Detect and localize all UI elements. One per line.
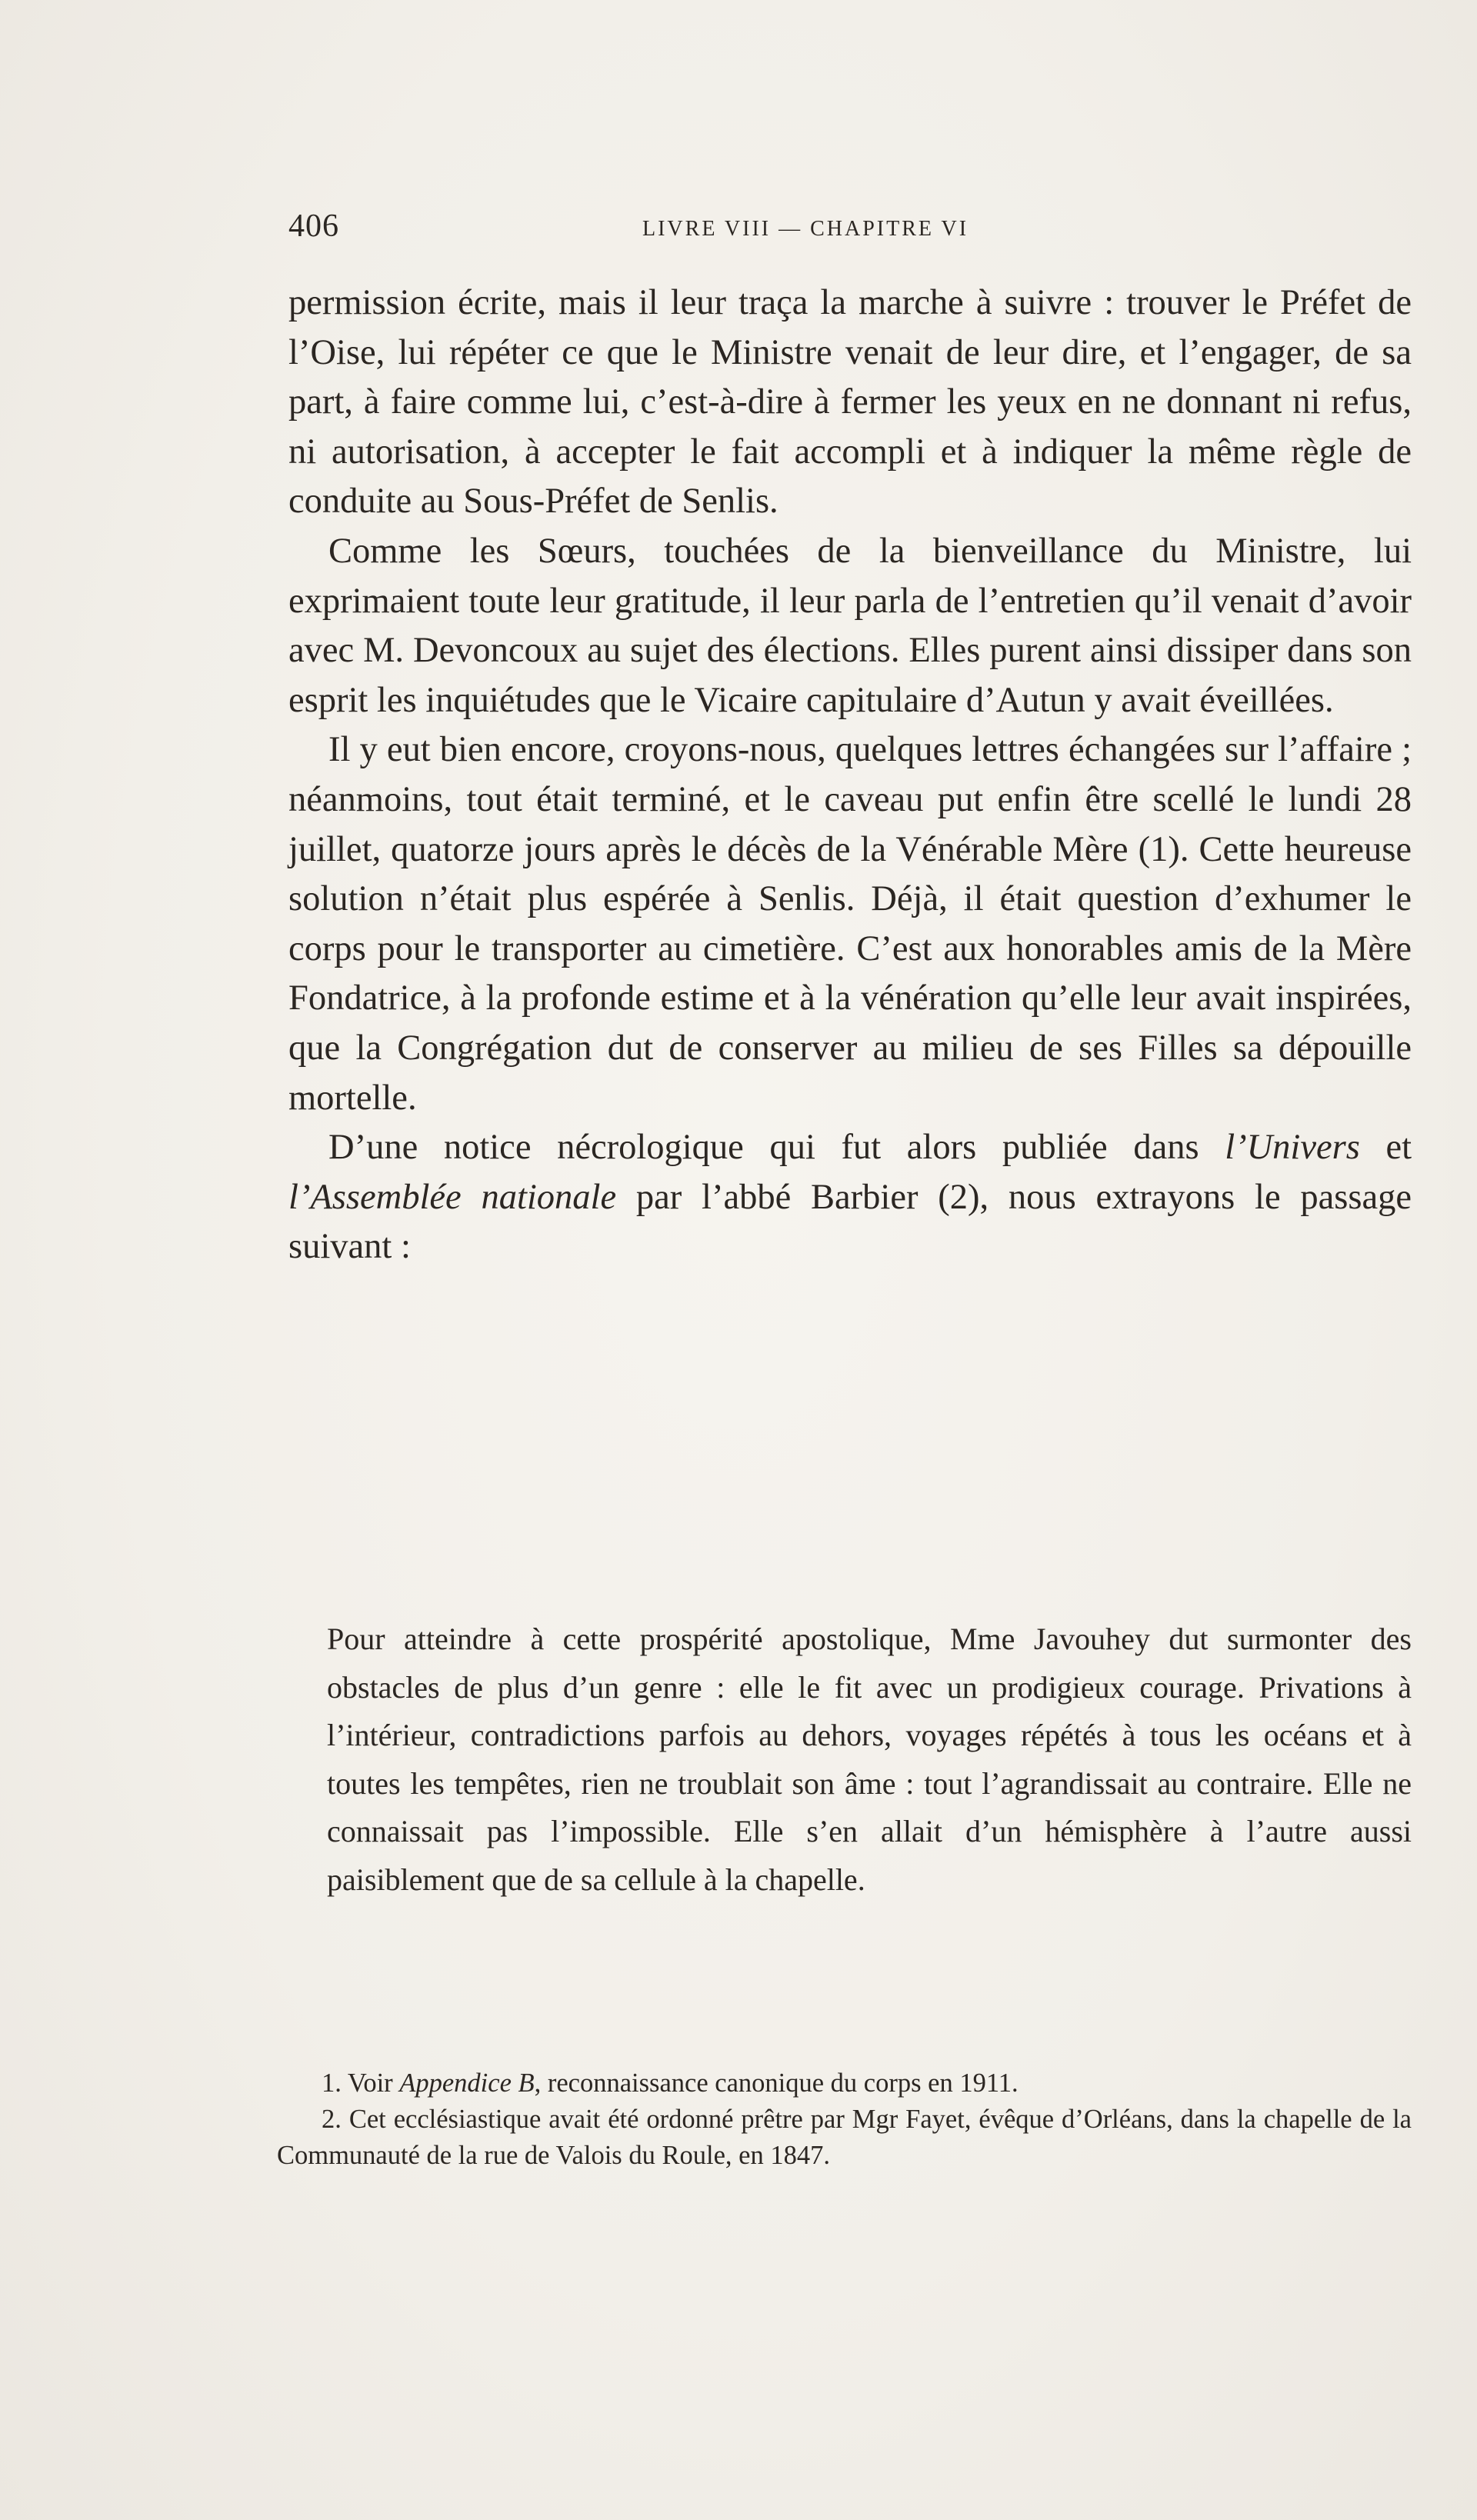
- page-header: [288, 208, 1412, 254]
- paragraph-sisters-gratitude: Comme les Sœurs, touchées de la bienveillance du Ministre, lui exprimaient toute leur gratitude, il leur parla de l’entretien qu’il venait d’avoir avec M. Devoncoux au sujet des élections. Elles purent ainsi dissiper dans son esprit les inquiétudes que le Vicaire capitulaire d’Autun y avait éveillées.: [288, 531, 1412, 720]
- notice-intro-start: D’une notice nécrologique qui fut alors publiée dans: [328, 1128, 1225, 1168]
- quoted-passage: [327, 1615, 1412, 1904]
- publication-title-univers: l’Univers: [1225, 1128, 1360, 1168]
- main-text: [288, 278, 1412, 1272]
- notice-intro-end: par l’abbé Barbier (2), nous extrayons le passage suivant :: [288, 1177, 1412, 1267]
- paragraph-notice-intro: [288, 1123, 1412, 1272]
- quote-text: Pour atteindre à cette prospérité apostolique, Mme Javouhey dut surmonter des obstacles de plus d’un genre : elle le fit avec un prodigieux courage. Privations à l’intérieur, contradictions parfois au dehors, voyages répétés à tous les océans et à toutes les tempêtes, rien ne troublait son âme : tout l’agrandissait au contraire. Elle ne connaissait pas l’impossible. Elle s’en allait d’un hémisphère à l’autre aussi paisiblement que de sa cellule à la chapelle.: [327, 1622, 1412, 1897]
- notice-intro-mid: et: [1359, 1128, 1412, 1168]
- footnote-1: [277, 2065, 1412, 2102]
- running-head: LIVRE VIII — CHAPITRE VI: [642, 217, 969, 241]
- footnote-1-title: Appendice B: [399, 2068, 535, 2098]
- footnote-2: 2. Cet ecclésiastique avait été ordonné prêtre par Mgr Fayet, évêque d’Orléans, dans la chapelle de la Communauté de la rue de Valois du Roule, en 1847.: [277, 2105, 1412, 2170]
- paragraph-continued: permission écrite, mais il leur traça la marche à suivre : trouver le Préfet de l’Oise, lui répéter ce que le Ministre venait de leur dire, et l’engager, de sa part, à faire comme lui, c’est-à-dire à fermer les yeux en ne donnant ni refus, ni autorisation, à accepter le fait accompli et à indiquer la même règle de conduite au Sous-Préfet de Senlis.: [288, 283, 1412, 522]
- footnote-1-end: , reconnaissance canonique du corps en 1911.: [534, 2068, 1019, 2098]
- page-number: 406: [288, 208, 339, 244]
- footnote-1-start: 1. Voir: [322, 2068, 400, 2098]
- publication-title-assemblee: l’Assemblée nationale: [288, 1177, 617, 1217]
- paragraph-vault-sealed: Il y eut bien encore, croyons-nous, quelques lettres échangées sur l’affaire ; néanmoins, tout était terminé, et le caveau put enfin être scellé le lundi 28 juillet, quatorze jours après le décès de la Vénérable Mère (1). Cette heureuse solution n’était plus espérée à Senlis. Déjà, il était question d’exhumer le corps pour le transporter au cimetière. C’est aux honorables amis de la Mère Fondatrice, à la profonde estime et à la vénération qu’elle leur avait inspirées, que la Congrégation dut de conserver au milieu de ses Filles sa dépouille mortelle.: [288, 730, 1412, 1118]
- footnotes: [277, 2065, 1412, 2174]
